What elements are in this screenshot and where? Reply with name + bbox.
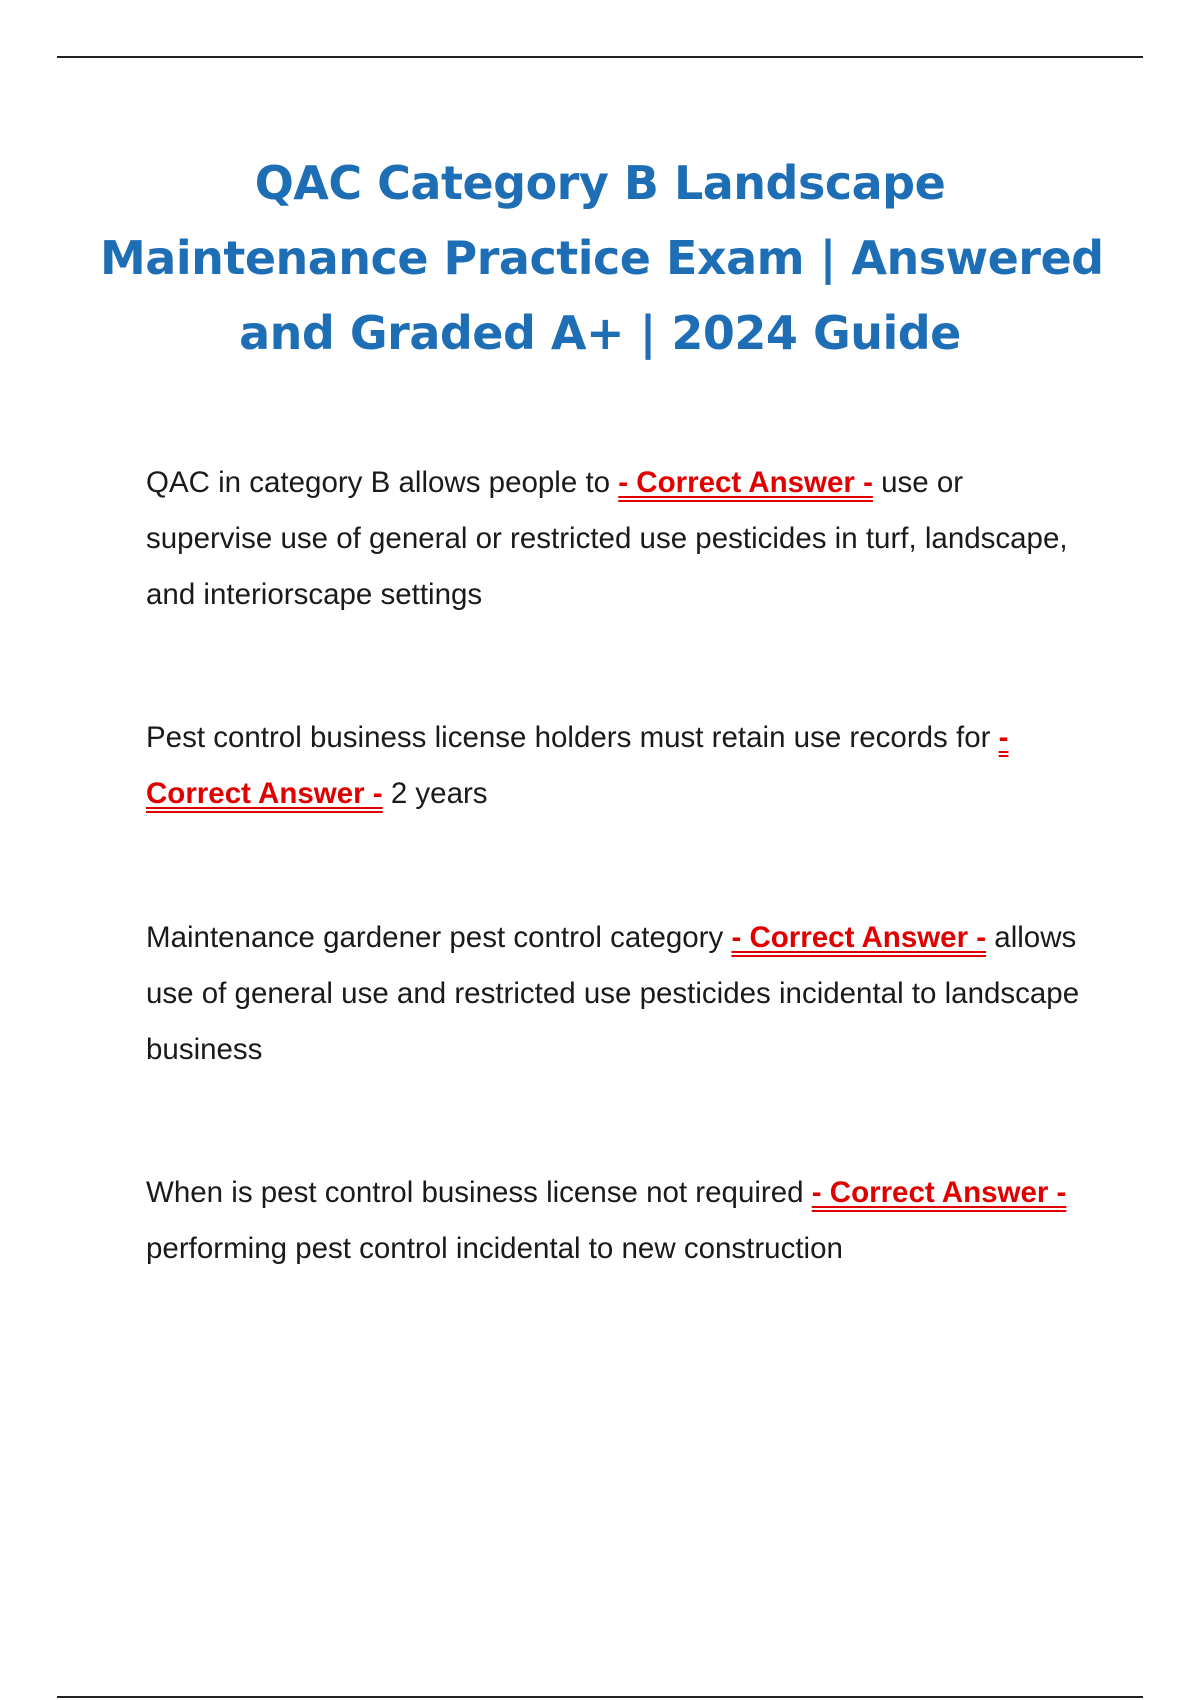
title-line-2: Maintenance Practice Exam | Answered <box>100 231 1104 285</box>
qa-item-3 <box>146 910 1096 1078</box>
answer-text: use or supervise use of general or restricted use pesticides in turf, landscape, and interiorscape settings <box>146 466 1068 611</box>
header-rule <box>57 56 1143 58</box>
answer-text: 2 years <box>390 777 488 810</box>
question-text: Pest control business license holders must retain use records for <box>146 721 991 754</box>
answer-text: performing pest control incidental to new construction <box>146 1232 843 1265</box>
title-line-3: and Graded A+ | 2024 Guide <box>239 306 961 360</box>
qa-item-2 <box>146 710 1096 822</box>
correct-answer-label: - Correct Answer - <box>146 721 1009 810</box>
correct-answer-label: - Correct Answer - <box>731 921 987 954</box>
answer-text: allows use of general use and restricted use pesticides incidental to landscape business <box>146 921 1080 1066</box>
qa-item-1 <box>146 455 1096 623</box>
correct-answer-label: - Correct Answer - <box>618 466 873 499</box>
qa-item-4 <box>146 1165 1096 1277</box>
document-title <box>100 146 1104 371</box>
question-text: When is pest control business license not required <box>146 1176 804 1209</box>
footer-rule <box>57 1696 1143 1698</box>
question-text: Maintenance gardener pest control category <box>146 921 724 954</box>
question-text: QAC in category B allows people to <box>146 466 611 499</box>
correct-answer-label: - Correct Answer - <box>811 1176 1067 1209</box>
title-line-1: QAC Category B Landscape <box>254 156 946 210</box>
